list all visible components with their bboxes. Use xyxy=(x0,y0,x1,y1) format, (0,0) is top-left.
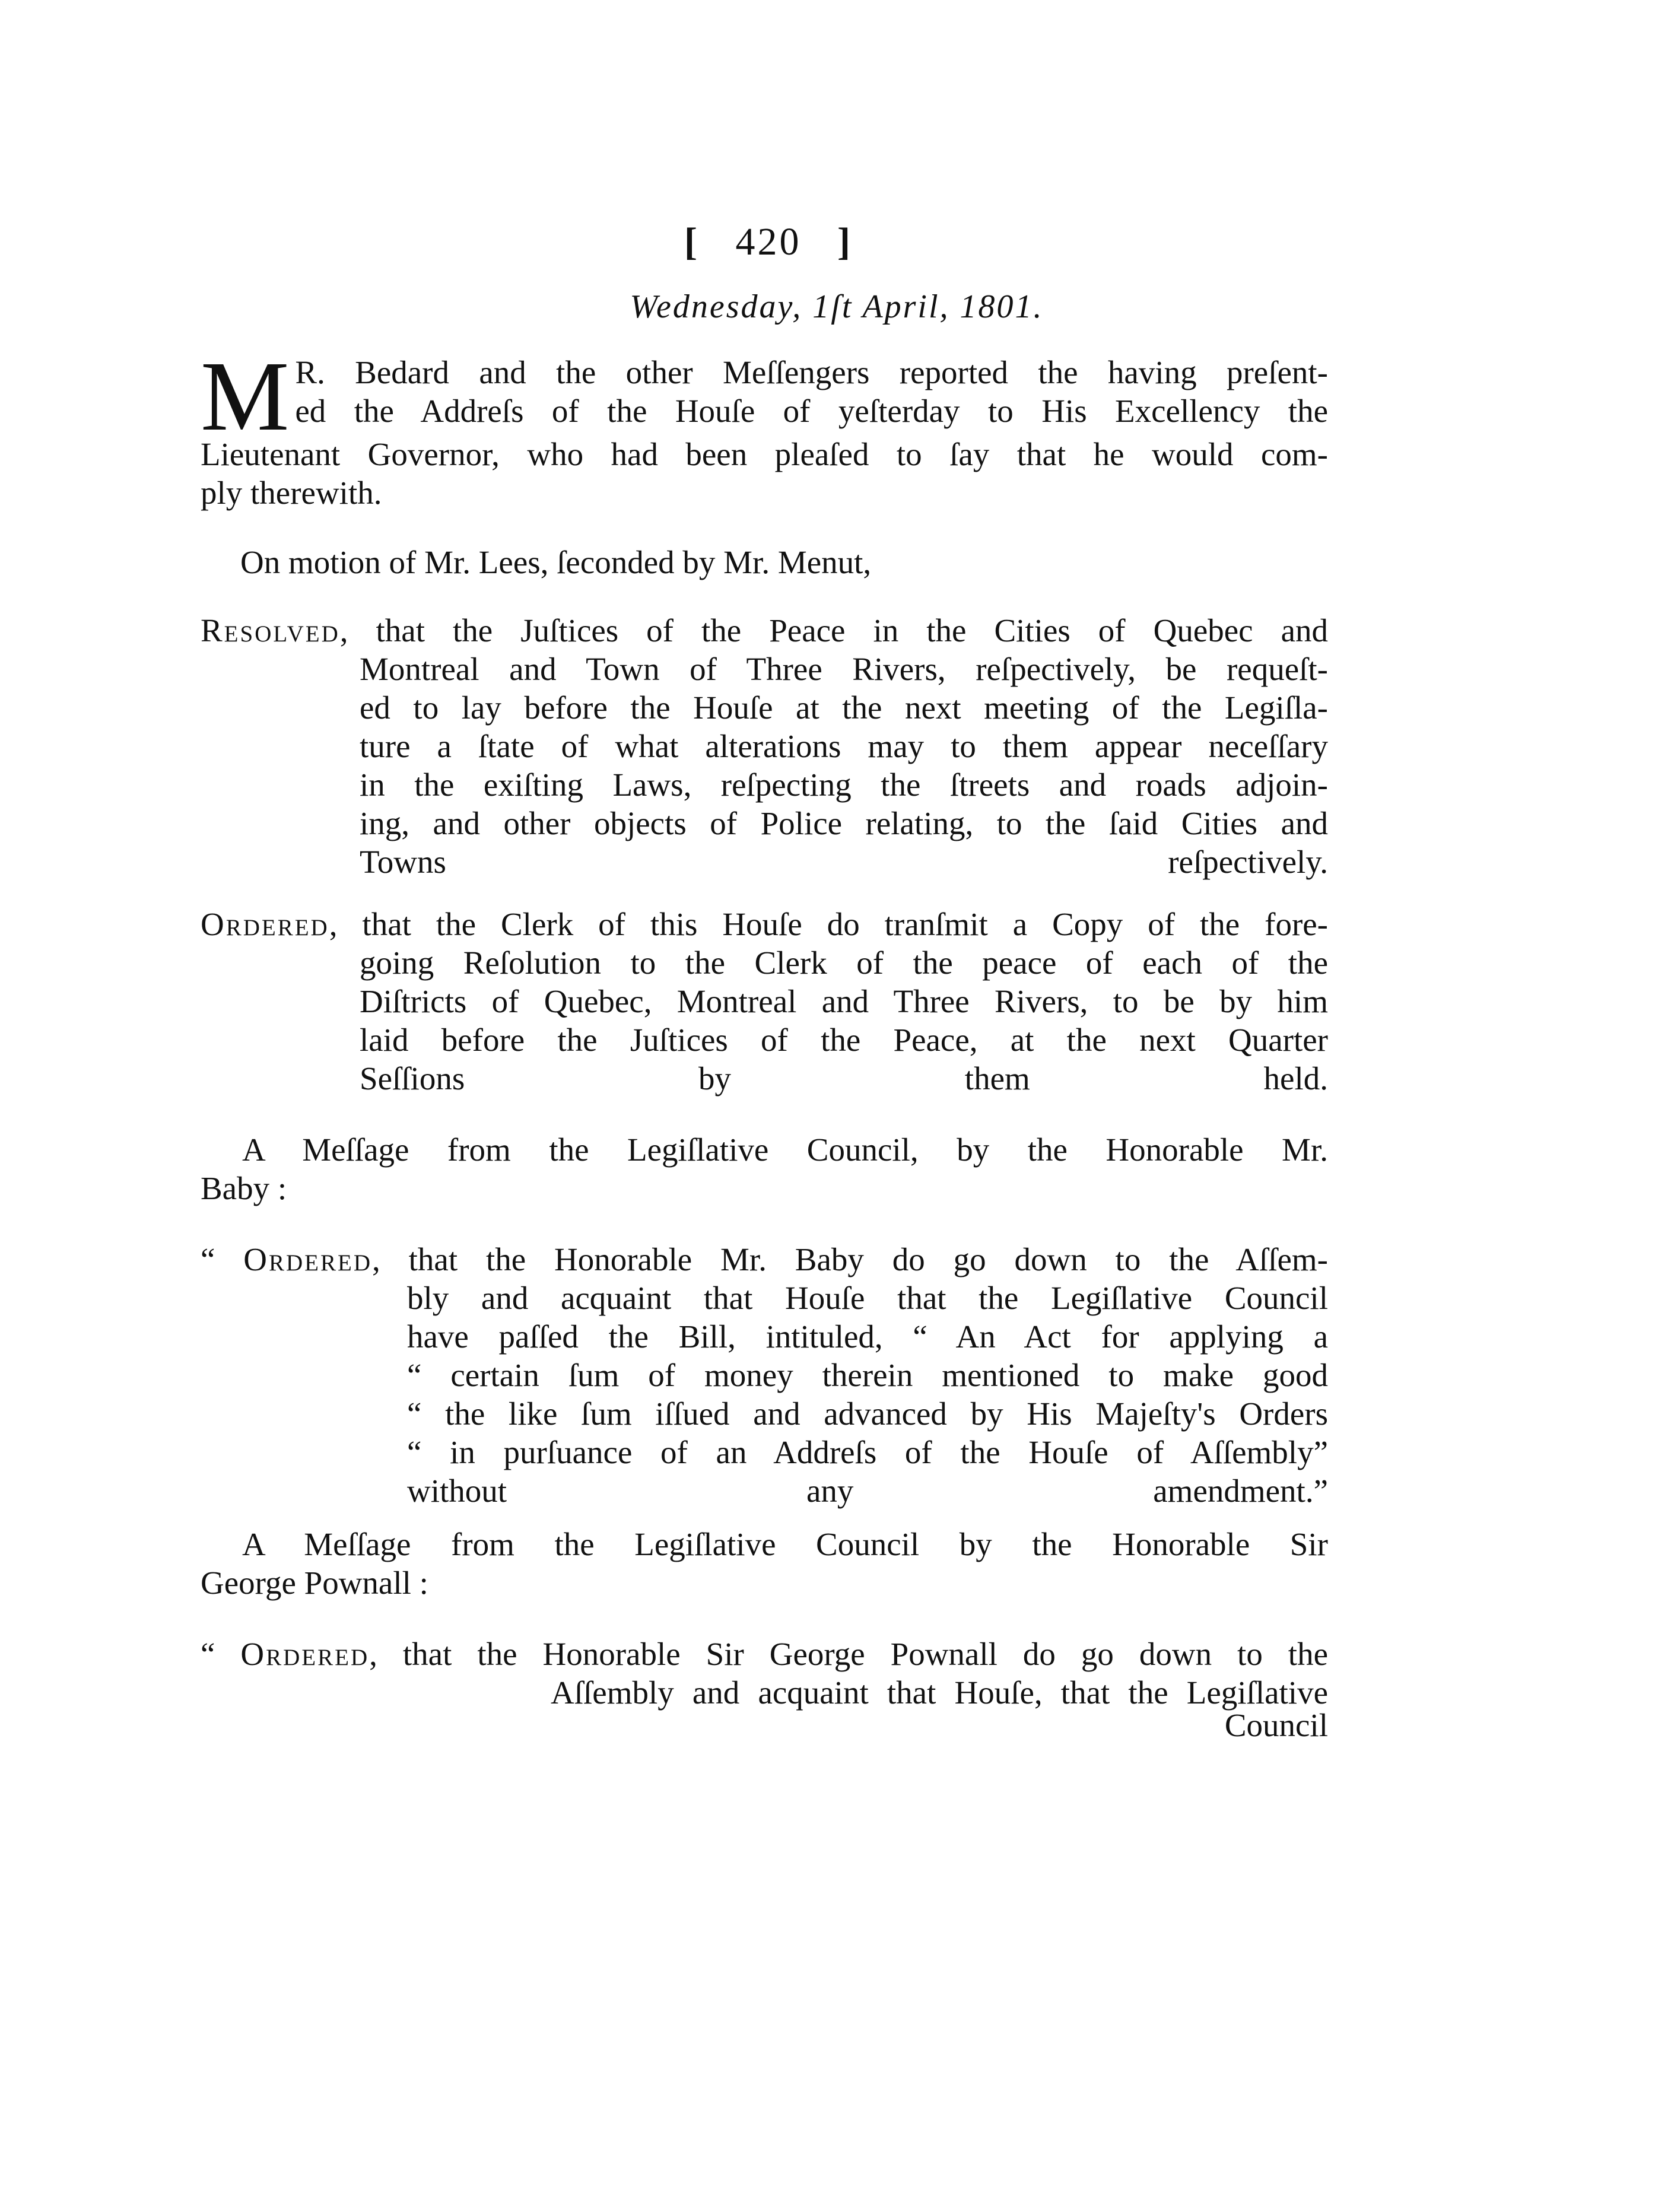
paragraph-line: laid before the Juſtices of the Peace, at the next Quarter xyxy=(360,1022,1328,1058)
motion-line: On motion of Mr. Lees, ſeconded by Mr. Menut, xyxy=(240,544,872,580)
paragraph-line: A Meſſage from the Legiſlative Council by the Honorable Sir xyxy=(242,1526,1328,1562)
page-number-header xyxy=(662,220,875,265)
paragraph-line: , that the Honorable Mr. Baby do go down to the Aſſem- xyxy=(372,1241,1328,1277)
message-paragraph-1 xyxy=(201,1130,1328,1207)
date-heading: Wednesday, 1ſt April, 1801. xyxy=(630,288,1044,325)
paragraph-line: Lieutenant Governor, who had been pleaſed to ſay that he would com- xyxy=(201,436,1328,472)
bracket-open: [ xyxy=(684,220,700,263)
ordered-lead-word: Ordered xyxy=(201,906,329,942)
paragraph-line: in the exiſting Laws, reſpecting the ſtreets and roads adjoin- xyxy=(360,767,1328,803)
paragraph-line: ed to lay before the Houſe at the next meeting of the Legiſla- xyxy=(360,689,1328,726)
paragraph-line: Diſtricts of Quebec, Montreal and Three Rivers, to be by him xyxy=(360,983,1328,1019)
resolved-lead-word: Resolved xyxy=(201,612,340,649)
paragraph-line: going Reſolution to the Clerk of the peace of each of the xyxy=(360,945,1328,981)
paragraph-line: “ the like ſum iſſued and advanced by His Majeſty's Orders xyxy=(407,1396,1328,1432)
paragraph-line: R. Bedard and the other Meſſengers reported the having preſent- xyxy=(295,354,1328,390)
messengers-paragraph xyxy=(201,341,1328,512)
paragraph-line: ed the Addreſs of the Houſe of yeſterday to His Excellency the xyxy=(295,393,1328,429)
paragraph-line: ture a ſtate of what alterations may to them appear neceſſary xyxy=(360,728,1328,764)
drop-cap-initial: M xyxy=(201,341,290,452)
ordered-paragraph-1 xyxy=(201,905,1328,1098)
paragraph-line: Montreal and Town of Three Rivers, reſpectively, be requeſt- xyxy=(360,651,1328,687)
paragraph-line: Aſſembly and acquaint that Houſe, that the Legiſlative xyxy=(551,1674,1328,1711)
ordered-paragraph-2 xyxy=(201,1240,1328,1510)
paragraph-line: ing, and other objects of Police relating, to the ſaid Cities and xyxy=(360,805,1328,841)
ordered-first-line xyxy=(201,1240,1328,1279)
quote-mark: “ xyxy=(201,1636,241,1672)
ordered-lead-word: Ordered xyxy=(240,1636,370,1672)
paragraph-line: have paſſed the Bill, intituled, “ An Act for applying a xyxy=(407,1318,1328,1355)
paragraph-line: , that the Juſtices of the Peace in the Cities of Quebec and xyxy=(339,612,1328,649)
paragraph-line: A Meſſage from the Legiſlative Council, by the Honorable Mr. xyxy=(242,1132,1328,1168)
paragraph-line: “ certain ſum of money therein mentioned to make good xyxy=(407,1357,1328,1393)
ordered-first-line xyxy=(201,1635,1328,1673)
paragraph-line: , that the Clerk of this Houſe do tranſmit a Copy of the fore- xyxy=(329,906,1328,942)
message-paragraph-2 xyxy=(201,1525,1328,1602)
bracket-close: ] xyxy=(837,220,853,263)
paragraph-line: Towns reſpectively. xyxy=(360,844,1328,880)
paragraph-line: George Pownall : xyxy=(201,1565,428,1601)
paragraph-line: without any amendment.” xyxy=(407,1473,1328,1509)
paragraph-line: Seſſions by them held. xyxy=(360,1060,1328,1097)
resolved-first-line xyxy=(201,611,1328,650)
ordered-paragraph-3 xyxy=(201,1635,1328,1712)
paragraph-line: , that the Honorable Sir George Pownall do go down to the xyxy=(369,1636,1329,1672)
paragraph-line: ply therewith. xyxy=(201,475,382,511)
paragraph-line: “ in purſuance of an Addreſs of the Houſe of Aſſembly” xyxy=(407,1434,1328,1470)
ordered-first-line xyxy=(201,905,1328,943)
quote-mark: “ xyxy=(201,1241,244,1277)
catchword: Council xyxy=(1224,1707,1328,1743)
paragraph-line: Baby : xyxy=(201,1170,287,1206)
page-number: 420 xyxy=(735,220,802,263)
ordered-lead-word: Ordered xyxy=(243,1241,373,1277)
resolved-paragraph xyxy=(201,611,1328,881)
paragraph-line: bly and acquaint that Houſe that the Legiſlative Council xyxy=(407,1280,1328,1316)
